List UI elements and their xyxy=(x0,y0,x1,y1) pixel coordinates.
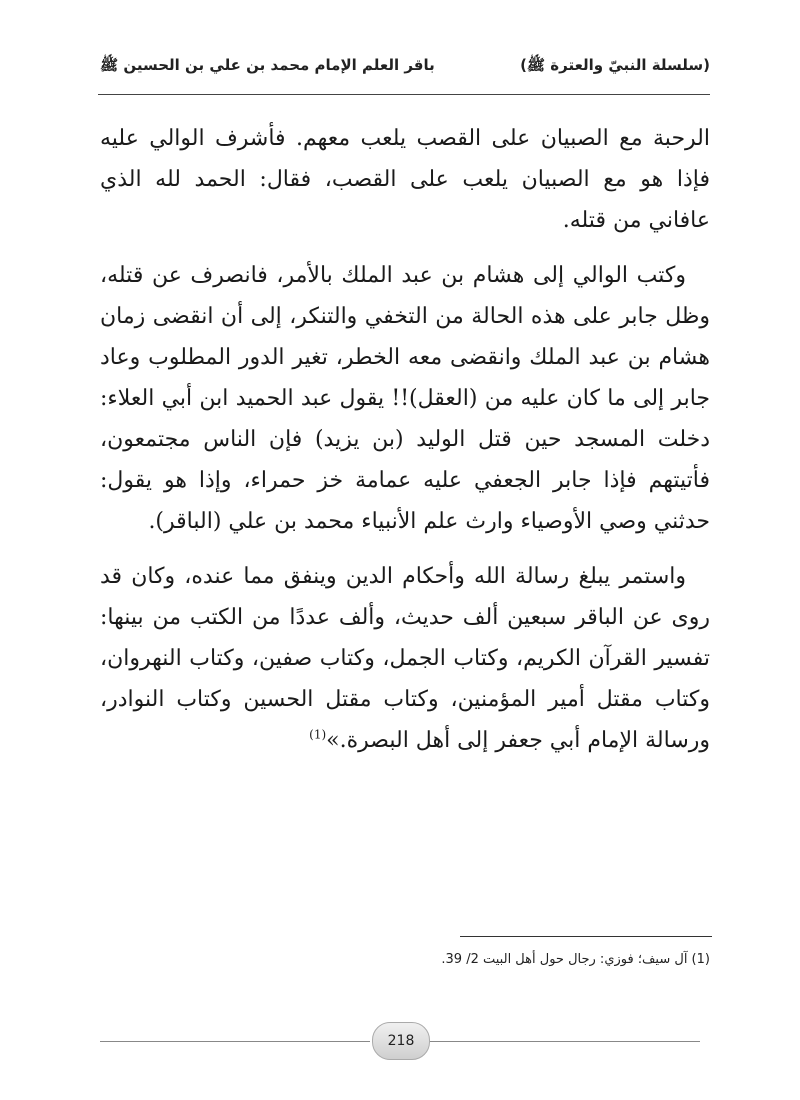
header-divider xyxy=(98,94,710,95)
page-footer xyxy=(100,1022,700,1062)
paragraph-3-text: واستمر يبلغ رسالة الله وأحكام الدين وينفق مما عنده، وكان قد روى عن الباقر سبعين ألف حديث، وألف عددًا من الكتب من بينها: تفسير القرآن الكريم، وكتاب الجمل، وكتاب صفين، وكتاب النهروان، وكتاب مقتل أمير المؤمنين، وكتاب مقتل الحسين وكتاب النوادر، ورسالة الإمام أبي جعفر إلى أهل البصرة.» xyxy=(100,564,710,753)
footer-line-left xyxy=(100,1041,370,1042)
page-number: 218 xyxy=(372,1022,430,1060)
paragraph-2: وكتب الوالي إلى هشام بن عبد الملك بالأمر، فانصرف عن قتله، وظل جابر على هذه الحالة من التخفي والتنكر، إلى أن انقضى زمان هشام بن عبد الملك وانقضى معه الخطر، تغير الدور المطلوب وعاد جابر إلى ما كان عليه من (العقل)!! يقول عبد الحميد ابن أبي العلاء: دخلت المسجد حين قتل الوليد (بن يزيد) فإن الناس مجتمعون، فأتيتهم فإذا جابر الجعفي عليه عمامة خز حمراء، وإذا هو يقول: حدثني وصي الأوصياء وارث علم الأنبياء محمد بن علي (الباقر). xyxy=(100,263,710,534)
paragraph-3 xyxy=(100,556,710,761)
paragraph-1: الرحبة مع الصبيان على القصب يلعب معهم. فأشرف الوالي عليه فإذا هو مع الصبيان يلعب على القصب، فقال: الحمد لله الذي عافاني من قتله. xyxy=(100,126,710,233)
footer-line-right xyxy=(430,1041,700,1042)
running-header xyxy=(100,46,710,86)
book-title: باقر العلم الإمام محمد بن علي بن الحسين ﷺ xyxy=(100,56,435,74)
footnote-ref[interactable]: (1) xyxy=(309,727,327,742)
footnote-divider xyxy=(460,936,712,937)
series-title: (سلسلة النبيّ والعترة ﷺ) xyxy=(520,56,710,74)
footnote: (1) آل سيف؛ فوزي: رجال حول أهل البيت 2/ 39. xyxy=(441,952,710,967)
main-text xyxy=(100,118,710,775)
